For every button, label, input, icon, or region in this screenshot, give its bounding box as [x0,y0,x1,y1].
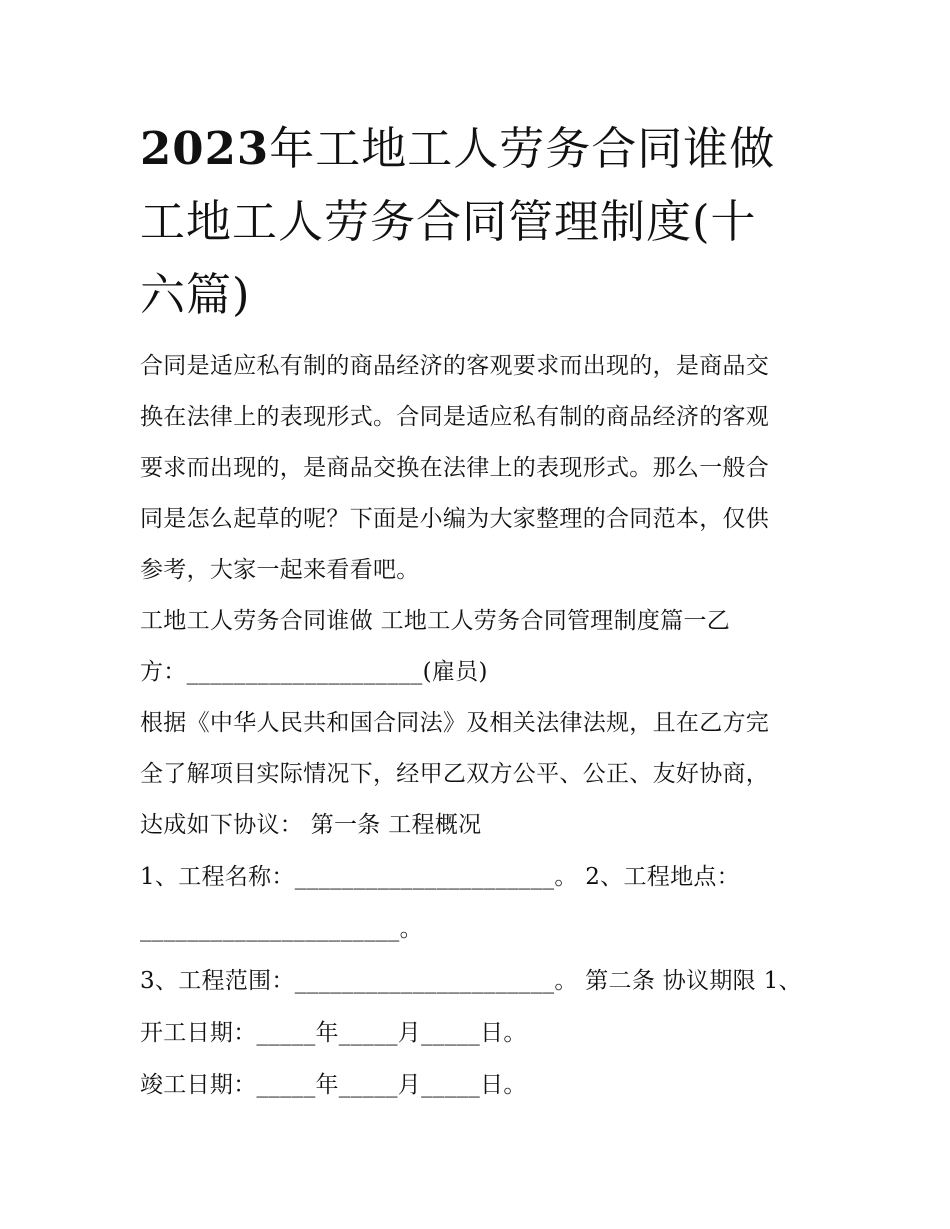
project-location-line: ______________________。 [140,916,423,942]
title-line-2: 工地工人劳务合同管理制度(十 [140,195,757,248]
title-line-3: 六篇) [140,268,251,321]
agreement-line: 根据《中华人民共和国合同法》及相关法律法规，且在乙方完 [140,710,770,736]
intro-line: 同是怎么起草的呢？下面是小编为大家整理的合同范本，仅供 [140,506,770,532]
intro-line: 要求而出现的，是商品交换在法律上的表现形式。那么一般合 [140,455,770,481]
agreement-line: 全了解项目实际情况下，经甲乙双方公平、公正、友好协商， [140,761,770,787]
document-page [140,112,812,1111]
completion-date-line: 竣工日期：_____年_____月_____日。 [140,1072,527,1098]
title-line-1-rest: 年工地工人劳务合同谁做 [269,122,776,175]
project-name-line: 1、工程名称：______________________。 2、工程地点： [140,864,740,890]
section-heading-paragraph [140,596,812,698]
intro-paragraph [140,341,812,596]
agreement-line: 达成如下协议： 第一条 工程概况 [140,812,482,838]
start-date-line: 开工日期：_____年_____月_____日。 [140,1020,527,1046]
project-paragraph [140,851,812,955]
intro-line: 参考，大家一起来看看吧。 [140,557,420,583]
title-line-1 [140,112,812,185]
scope-paragraph [140,955,812,1059]
section-line: 工地工人劳务合同谁做 工地工人劳务合同管理制度篇一乙 [140,608,731,634]
document-title [140,112,812,331]
project-scope-line: 3、工程范围：______________________。 第二条 协议期限 1、 [140,968,802,994]
intro-line: 合同是适应私有制的商品经济的客观要求而出现的，是商品交 [140,353,770,379]
completion-paragraph [140,1059,812,1111]
intro-line: 换在法律上的表现形式。合同是适应私有制的商品经济的客观 [140,404,770,430]
agreement-paragraph [140,698,812,851]
title-year: 2023 [140,122,270,175]
party-b-line: 方：____________________(雇员) [140,659,488,685]
